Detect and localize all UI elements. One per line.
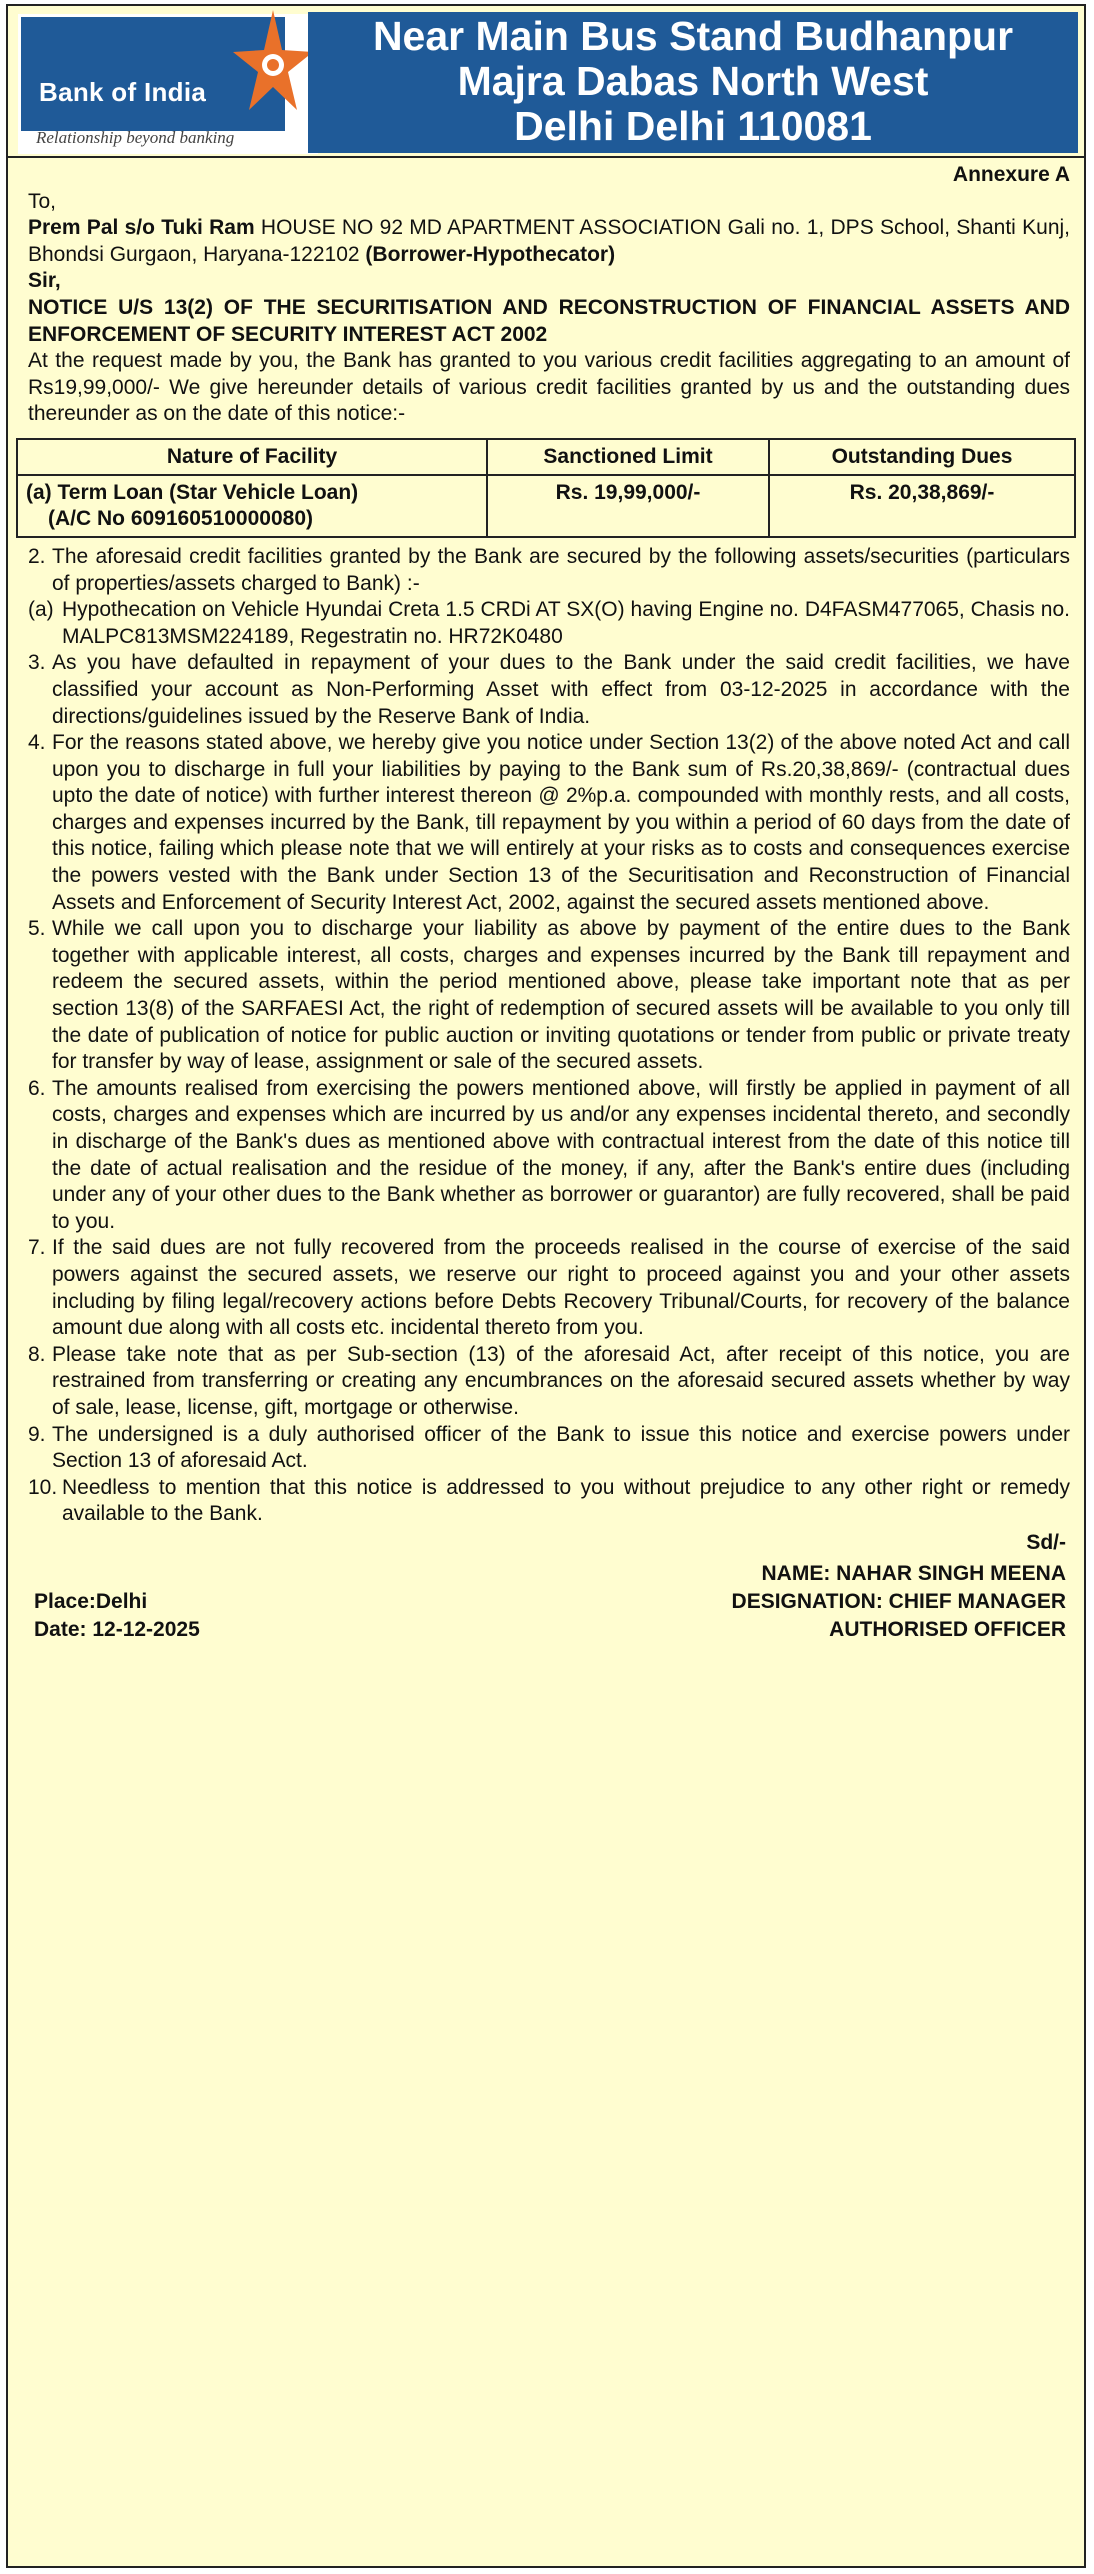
authorised-officer-label: AUTHORISED OFFICER [829, 1617, 1066, 1641]
item-number: 2. [28, 544, 46, 568]
officer-name: NAME: NAHAR SINGH MEENA [761, 1561, 1066, 1585]
signature-sd: Sd/- [1026, 1530, 1066, 1554]
item-number: 4. [28, 731, 46, 755]
item-text: As you have defaulted in repayment of your dues to the Bank under the said credit facilities, we have classified your account as Non-Performing Asset with effect from 03-12-2025 in accordance with the directions/guidelines issued by the Reserve Bank of India. [52, 651, 1070, 728]
item-number: 5. [28, 917, 46, 941]
list-item [28, 730, 1070, 916]
item-text: The amounts realised from exercising the powers mentioned above, will firstly be applied in payment of all costs, charges and expenses which are incurred by us and/or any expenses incidental thereto, and secondly in discharge of the Bank's dues as mentioned above with contractual interest from the date of this notice till the date of actual realisation and the residue of the money, if any, after the Bank's entire dues (including under any of your other dues to the Bank whether as borrower or guarantor) are fully recovered, shall be paid to you. [52, 1076, 1070, 1233]
item-text: For the reasons stated above, we hereby give you notice under Section 13(2) of the above noted Act and call upon you to discharge in full your liabilities by paying to the Bank sum of Rs.20,38,869/- (contractual dues upto the date of notice) with further interest thereon @ 2%p.a. compounded with monthly rests, and all costs, charges and expenses incurred by the Bank, till repayment by you within a period of 60 days from the date of this notice, failing which please note that we will entirely at your risks as to costs and consequences exercise the powers vested with the Bank under Section 13 of the Securitisation and Reconstruction of Financial Assets and Enforcement of Security Interest Act, 2002, against the secured assets mentioned above. [52, 731, 1070, 914]
table-header-row [17, 439, 1075, 475]
account-number: (A/C No 609160510000080) [48, 506, 314, 530]
table-header: Outstanding Dues [769, 439, 1075, 475]
item-text: The aforesaid credit facilities granted by the Bank are secured by the following assets/securities (particulars of properties/assets charged to Bank) :- [52, 544, 1070, 595]
item-text: Needless to mention that this notice is addressed to you without prejudice to any other right or remedy available to the Bank. [62, 1475, 1070, 1526]
item-number: 10. [28, 1475, 58, 1499]
item-text: Hypothecation on Vehicle Hyundai Creta 1.5 CRDi AT SX(O) having Engine no. D4FASM477065, Chasis no. MALPC813MSM224189, Regestratin no. HR72K0480 [62, 598, 1070, 648]
list-item [28, 544, 1070, 597]
signature-block [28, 1530, 1070, 1670]
salutation: Sir, [28, 269, 61, 293]
item-number: 6. [28, 1076, 46, 1100]
list-item [28, 597, 1070, 650]
item-number: 8. [28, 1342, 46, 1366]
item-number: 9. [28, 1422, 46, 1446]
logo-tagline: Relationship beyond banking [36, 128, 235, 147]
header [8, 6, 1084, 158]
notice-title: NOTICE U/S 13(2) OF THE SECURITISATION AND RECONSTRUCTION OF FINANCIAL ASSETS AND ENFORCEMENT OF SECURITY INTEREST ACT 2002 [28, 295, 1070, 346]
notice-body [8, 156, 1084, 1670]
bank-logo [18, 14, 318, 154]
borrower-role: (Borrower-Hypothecator) [365, 242, 616, 266]
table-header: Nature of Facility [17, 439, 487, 475]
list-item [28, 650, 1070, 730]
address-line-2: Majra Dabas North West [457, 58, 929, 104]
borrower-name: Prem Pal s/o Tuki Ram [28, 216, 255, 240]
place: Place:Delhi [34, 1589, 148, 1613]
item-number: (a) [28, 598, 54, 622]
date: Date: 12-12-2025 [34, 1617, 200, 1641]
to-label: To, [28, 189, 57, 213]
list-item [28, 916, 1070, 1076]
table-header: Sanctioned Limit [487, 439, 769, 475]
list-item [28, 1422, 1070, 1475]
address-line-1: Near Main Bus Stand Budhanpur [372, 13, 1014, 59]
list-item [28, 1342, 1070, 1422]
branch-address-banner [308, 12, 1078, 153]
list-item [28, 1076, 1070, 1236]
annexure-label: Annexure A [952, 163, 1070, 186]
intro-paragraph: At the request made by you, the Bank has granted to you various credit facilities aggregating to an amount of Rs19,99,000/- We give hereunder details of various credit facilities granted by us and the outstanding dues thereunder as on the date of this notice:- [28, 349, 1070, 426]
notice-page [6, 4, 1086, 2568]
logo-bank-name: Bank of India [39, 77, 207, 107]
item-number: 7. [28, 1236, 46, 1260]
address-line-3: Delhi Delhi 110081 [514, 103, 872, 149]
item-text: While we call upon you to discharge your liability as above by payment of the entire dues to the Bank together with applicable interest, all costs, charges and expenses incurred by the Bank till repayment and redeem the secured assets, within the period mentioned above, please take important note that as per section 13(8) of the SARFAESI Act, the right of redemption of secured assets will be available to you only till the date of publication of notice for public auction or inviting quotations or tender from public or private treaty for transfer by way of lease, assignment or sale of the secured assets. [52, 917, 1070, 1074]
facility-cell [17, 475, 487, 537]
item-text: Please take note that as per Sub-section (13) of the aforesaid Act, after receipt of this notice, you are restrained from transferring or creating any encumbrances on the aforesaid secured assets whether by way of sale, lease, license, gift, mortgage or otherwise. [52, 1342, 1070, 1419]
officer-designation: DESIGNATION: CHIEF MANAGER [731, 1589, 1066, 1613]
sanctioned-limit-cell: Rs. 19,99,000/- [487, 475, 769, 537]
star-icon [233, 10, 313, 122]
borrower-block [28, 215, 1070, 268]
facility-name: (a) Term Loan (Star Vehicle Loan) [26, 480, 359, 504]
place-date [34, 1588, 200, 1644]
list-item [28, 1475, 1070, 1528]
item-text: The undersigned is a duly authorised officer of the Bank to issue this notice and exercise powers under Section 13 of aforesaid Act. [52, 1422, 1070, 1473]
item-text: If the said dues are not fully recovered from the proceeds realised in the course of exercise of the said powers against the secured assets, we reserve our right to proceed against you and your other assets including by filing legal/recovery actions before Debts Recovery Tribunal/Courts, for recovery of the balance amount due along with all costs etc. incidental thereto from you. [52, 1236, 1070, 1340]
item-number: 3. [28, 651, 46, 675]
table-row [17, 475, 1075, 537]
officer-details [732, 1560, 1066, 1644]
facility-table [16, 438, 1076, 538]
borrower-address: HOUSE NO 92 MD APARTMENT ASSOCIATION Gali no. 1, DPS School, Shanti Kunj, Bhondsi Gurgaon, Haryana-122102 [28, 216, 1070, 266]
list-item [28, 1235, 1070, 1341]
outstanding-dues-cell: Rs. 20,38,869/- [769, 475, 1075, 537]
